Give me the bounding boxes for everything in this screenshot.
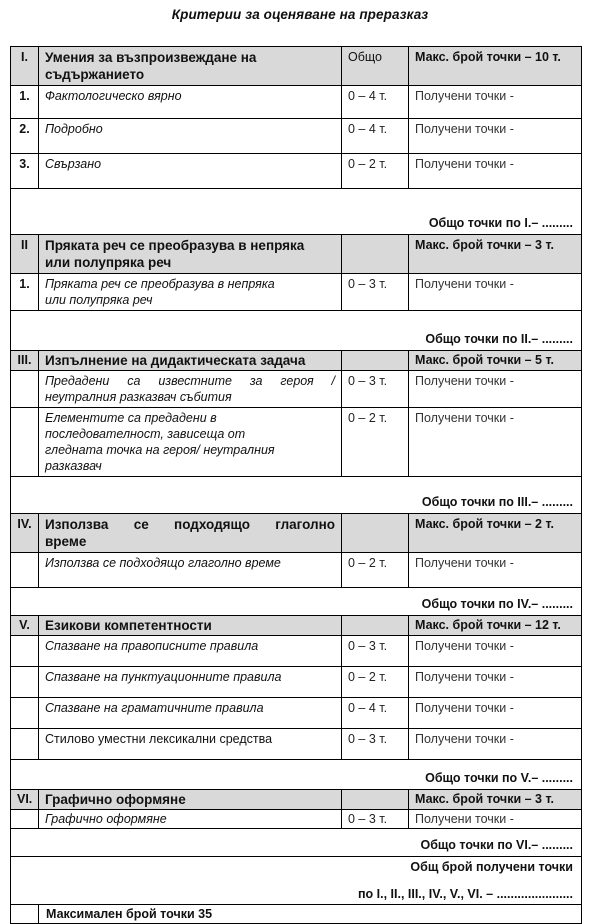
criteria-table — [10, 46, 582, 924]
row-number-cell — [11, 408, 39, 477]
grand-total-line: по I., II., III., IV., V., VI. – ...................... — [357, 887, 573, 901]
points-range-cell: 0 – 3 т. — [342, 636, 409, 667]
empty-cell — [342, 351, 409, 371]
section-number: IV. — [11, 514, 39, 553]
points-range-cell: 0 – 4 т. — [342, 86, 409, 119]
received-points-cell: Получени точки - — [409, 729, 582, 760]
section-III-header-row — [11, 351, 582, 371]
section-VI-header-row — [11, 790, 582, 810]
criterion-row — [11, 698, 582, 729]
criterion-cell: Предадени са известните за героя / неутралния разказвач събития — [39, 371, 342, 408]
row-number-cell: 1. — [11, 86, 39, 119]
max-points-cell: Макс. брой точки – 3 т. — [409, 235, 582, 274]
received-points-cell: Получени точки - — [409, 408, 582, 477]
section-total-cell: Общо точки по II.– ......... — [11, 311, 582, 351]
criterion-row — [11, 154, 582, 189]
criterion-row — [11, 810, 582, 829]
section-number: II — [11, 235, 39, 274]
max-points-cell: Макс. брой точки – 10 т. — [409, 47, 582, 86]
criterion-row — [11, 274, 582, 311]
section-number: III. — [11, 351, 39, 371]
received-points-cell: Получени точки - — [409, 274, 582, 311]
section-V-header-row — [11, 616, 582, 636]
section-title: Езикови компетентности — [39, 616, 342, 636]
points-range-cell: 0 – 2 т. — [342, 667, 409, 698]
received-points-cell: Получени точки - — [409, 553, 582, 588]
page-title: Критерии за оценяване на преразказ — [171, 7, 429, 22]
obshto-header-cell: Общо — [342, 47, 409, 86]
points-range-cell: 0 – 2 т. — [342, 553, 409, 588]
section-total-cell: Общо точки по I.– ......... — [11, 189, 582, 235]
criterion-cell: Спазване на правописните правила — [39, 636, 342, 667]
section-V-total-row — [11, 760, 582, 790]
criterion-cell: Фактологическо вярно — [39, 86, 342, 119]
row-number-cell — [11, 636, 39, 667]
received-points-cell: Получени точки - — [409, 154, 582, 189]
section-II-header-row — [11, 235, 582, 274]
row-number-cell: 1. — [11, 274, 39, 311]
criterion-cell: Подробно — [39, 119, 342, 154]
criterion-row — [11, 371, 582, 408]
criterion-row — [11, 667, 582, 698]
section-I-total-row — [11, 189, 582, 235]
points-range-cell: 0 – 3 т. — [342, 729, 409, 760]
max-total-label: Максимален брой точки 35 — [39, 905, 582, 924]
max-total-row — [11, 905, 582, 924]
points-range-cell: 0 – 3 т. — [342, 371, 409, 408]
points-range-cell: 0 – 3 т. — [342, 274, 409, 311]
section-III-total-row — [11, 477, 582, 514]
max-points-cell: Макс. брой точки – 5 т. — [409, 351, 582, 371]
criterion-row — [11, 119, 582, 154]
received-points-cell: Получени точки - — [409, 667, 582, 698]
grand-total-label: Общ брой получени точки — [410, 860, 573, 874]
row-number-cell — [11, 667, 39, 698]
row-number-cell — [11, 810, 39, 829]
section-total-cell: Общо точки по IV.– ......... — [11, 588, 582, 616]
criterion-cell: Използва се подходящо глаголно време — [39, 553, 342, 588]
max-points-cell: Макс. брой точки – 12 т. — [409, 616, 582, 636]
points-range-cell: 0 – 2 т. — [342, 408, 409, 477]
received-points-cell: Получени точки - — [409, 119, 582, 154]
section-title: Умения за възпроизвеждане на съдържанието — [39, 47, 342, 86]
section-number: V. — [11, 616, 39, 636]
grand-total-cell — [11, 857, 582, 905]
points-range-cell: 0 – 3 т. — [342, 810, 409, 829]
row-number-cell — [11, 729, 39, 760]
row-number-cell — [11, 698, 39, 729]
section-title: Графично оформяне — [39, 790, 342, 810]
section-number: I. — [11, 47, 39, 86]
criterion-cell: Стилово уместни лексикални средства — [39, 729, 342, 760]
max-points-cell: Макс. брой точки – 2 т. — [409, 514, 582, 553]
section-total-cell: Общо точки по III.– ......... — [11, 477, 582, 514]
criterion-cell: Елементите са предадени в последователност, зависеща от гледната точка на героя/ неутралния разказвач — [39, 408, 342, 477]
row-number-cell: 2. — [11, 119, 39, 154]
criterion-cell: Свързано — [39, 154, 342, 189]
empty-cell — [342, 790, 409, 810]
section-number: VI. — [11, 790, 39, 810]
criterion-cell: Спазване на граматичните правила — [39, 698, 342, 729]
row-number-cell: 3. — [11, 154, 39, 189]
section-title: Изпълнение на дидактическата задача — [39, 351, 342, 371]
section-title: Използва се подходящо глаголно време — [39, 514, 342, 553]
section-total-cell: Общо точки по VI.– ......... — [11, 829, 582, 857]
section-title: Пряката реч се преобразува в непряка или полупряка реч — [39, 235, 342, 274]
max-points-cell: Макс. брой точки – 3 т. — [409, 790, 582, 810]
empty-cell — [342, 616, 409, 636]
points-range-cell: 0 – 4 т. — [342, 119, 409, 154]
points-range-cell: 0 – 4 т. — [342, 698, 409, 729]
received-points-cell: Получени точки - — [409, 86, 582, 119]
criterion-row — [11, 86, 582, 119]
row-number-cell — [11, 553, 39, 588]
received-points-cell: Получени точки - — [409, 371, 582, 408]
criterion-cell: Спазване на пунктуационните правила — [39, 667, 342, 698]
empty-cell — [342, 235, 409, 274]
criterion-row — [11, 553, 582, 588]
received-points-cell: Получени точки - — [409, 810, 582, 829]
section-IV-header-row — [11, 514, 582, 553]
section-IV-total-row — [11, 588, 582, 616]
grand-total-row — [11, 857, 582, 905]
criterion-row — [11, 636, 582, 667]
empty-cell — [342, 514, 409, 553]
section-total-cell: Общо точки по V.– ......... — [11, 760, 582, 790]
criterion-cell: Пряката реч се преобразува в непряка или полупряка реч — [39, 274, 342, 311]
section-II-total-row — [11, 311, 582, 351]
row-number-cell — [11, 371, 39, 408]
criterion-row — [11, 729, 582, 760]
points-range-cell: 0 – 2 т. — [342, 154, 409, 189]
section-VI-total-row — [11, 829, 582, 857]
criterion-cell: Графично оформяне — [39, 810, 342, 829]
received-points-cell: Получени точки - — [409, 698, 582, 729]
section-I-header-row — [11, 47, 582, 86]
empty-cell — [11, 905, 39, 924]
criterion-row — [11, 408, 582, 477]
received-points-cell: Получени точки - — [409, 636, 582, 667]
